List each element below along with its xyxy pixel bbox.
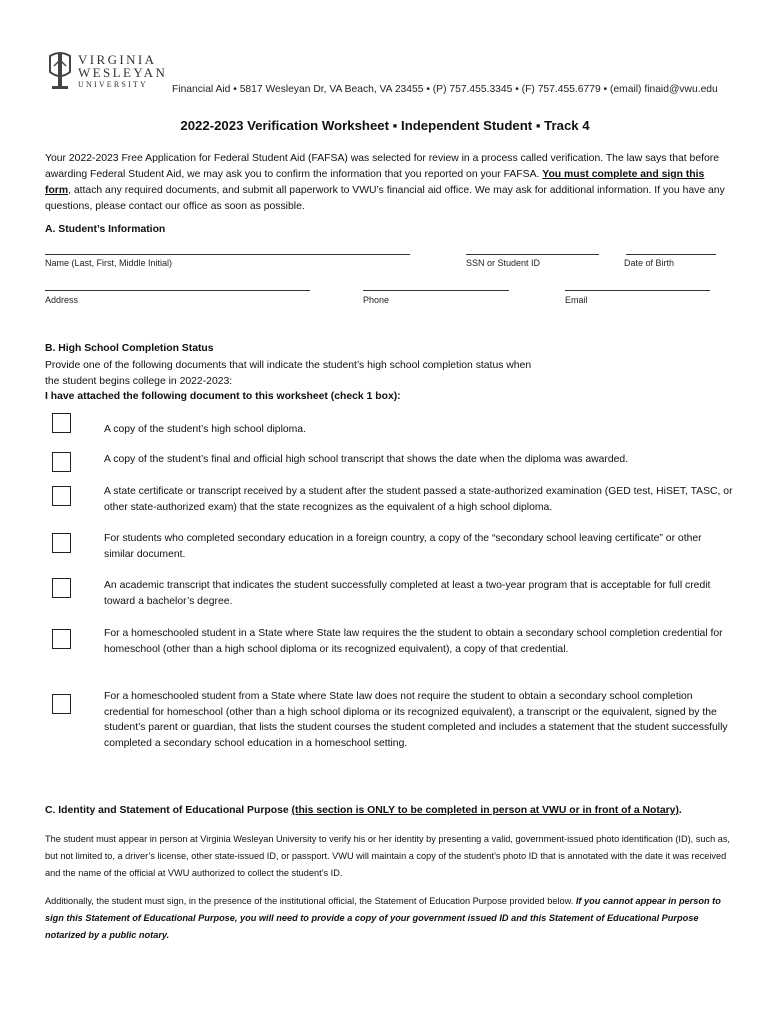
university-logo: [48, 50, 168, 94]
dob-field[interactable]: [626, 254, 716, 255]
section-c-para2-text: Additionally, the student must sign, in the presence of the institutional official, the Statement of Education Purpose provided below.: [45, 896, 576, 906]
section-a-heading: A. Student’s Information: [45, 224, 166, 235]
ssn-field[interactable]: [466, 254, 599, 255]
option-transcript: A copy of the student’s final and official high school transcript that shows the date when the diploma was awarded.: [104, 454, 629, 465]
name-label: Name (Last, First, Middle Initial): [45, 258, 173, 268]
option-academic-transcript: An academic transcript that indicates the student successfully completed at least a two-year program that is acceptable for full credit toward a bachelor’s degree.: [104, 580, 711, 607]
option-homeschool-transcript: For a homeschooled student from a State where State law does not require the student to obtain a secondary school completion credential for homeschool (other than a high school diploma or its recognized equivalent), a transcript or the equivalent, signed by the student’s parent or guardian, that lists the student courses the student completed and includes a statement that the student successfully completed a secondary school education in a homeschool setting.: [104, 691, 728, 749]
section-b-desc-1: Provide one of the following documents that will indicate the student’s high school completion status when: [45, 360, 532, 371]
page-title: 2022-2023 Verification Worksheet ▪ Independent Student ▪ Track 4: [180, 118, 590, 133]
section-c-end: .: [678, 805, 682, 816]
intro-text-1: Your 2022-2023 Free Application for Federal Student Aid (FAFSA) was selected for review in a process called verification. The law says that before awarding Federal Student Aid, we may ask you to confirm the information that you reported on your FAFSA.: [45, 153, 720, 180]
option-diploma: A copy of the student’s high school diploma.: [104, 424, 306, 435]
section-b-instruction: I have attached the following document to this worksheet (check 1 box):: [45, 391, 401, 402]
chapel-logo-icon: [48, 50, 72, 90]
name-field[interactable]: [45, 254, 410, 255]
section-c-paragraph-1: The student must appear in person at Virginia Wesleyan University to verify his or her identity by presenting a valid, government-issued photo identification (ID), such as, but not limited to, a driver’s license, other state-issued ID, or passport. VWU will maintain a copy of the student’s photo ID that is annotated with the date it was received and the name of the official at VWU authorized to collect the student’s ID.: [45, 834, 730, 878]
intro-paragraph: [45, 151, 725, 215]
section-b-desc-2: the student begins college in 2022-2023:: [45, 376, 233, 387]
checkbox-transcript[interactable]: [52, 452, 71, 472]
address-field[interactable]: [45, 290, 310, 291]
logo-line-1: VIRGINIA: [78, 52, 157, 67]
address-label: Address: [45, 295, 79, 305]
logo-line-3: UNIVERSITY: [78, 80, 148, 89]
checkbox-state-certificate[interactable]: [52, 486, 71, 506]
checkbox-homeschool-credential[interactable]: [52, 629, 71, 649]
option-state-certificate: A state certificate or transcript received by a student after the student passed a state-authorized examination (GED test, HiSET, TASC, or other state-authorized exam) that the state recognizes as the equivalent of a high school diploma.: [104, 486, 733, 513]
phone-field[interactable]: [363, 290, 509, 291]
email-label: Email: [565, 295, 588, 305]
section-c-heading: [45, 803, 725, 819]
option-foreign-certificate: For students who completed secondary education in a foreign country, a copy of the “secondary school leaving certificate” or other similar document.: [104, 533, 702, 560]
checkbox-homeschool-transcript[interactable]: [52, 694, 71, 714]
ssn-label: SSN or Student ID: [466, 258, 541, 268]
section-c-paragraph-2: [45, 893, 730, 944]
email-field[interactable]: [565, 290, 710, 291]
phone-label: Phone: [363, 295, 390, 305]
section-c-note: (this section is ONLY to be completed in person at VWU or in front of a Notary): [291, 805, 679, 816]
intro-text-2: , attach any required documents, and submit all paperwork to VWU’s financial aid office. We may ask for additional information. If you have any questions, please contact our office as soon as possible.: [45, 185, 725, 212]
checkbox-foreign-certificate[interactable]: [52, 533, 71, 553]
contact-line: Financial Aid • 5817 Wesleyan Dr, VA Beach, VA 23455 • (P) 757.455.3345 • (F) 757.455.6779 • (email) finaid@vwu.edu: [172, 84, 718, 95]
option-homeschool-credential: For a homeschooled student in a State where State law requires the the student to obtain a secondary school completion credential for homeschool (other than a high school diploma or its recognized equivalent), a copy of that credential.: [104, 628, 723, 655]
checkbox-diploma[interactable]: [52, 413, 71, 433]
dob-label: Date of Birth: [624, 258, 675, 268]
checkbox-academic-transcript[interactable]: [52, 578, 71, 598]
logo-line-2: WESLEYAN: [78, 65, 168, 80]
intro-emphasis: You must complete and sign this form: [45, 169, 705, 196]
section-c-title: C. Identity and Statement of Educational Purpose: [45, 805, 292, 816]
section-b-heading: B. High School Completion Status: [45, 343, 214, 354]
section-c-para2-emphasis: If you cannot appear in person to sign this Statement of Educational Purpose, you will need to provide a copy of your government issued ID and this Statement of Educational Purpose notarized by a public notary.: [45, 896, 721, 940]
